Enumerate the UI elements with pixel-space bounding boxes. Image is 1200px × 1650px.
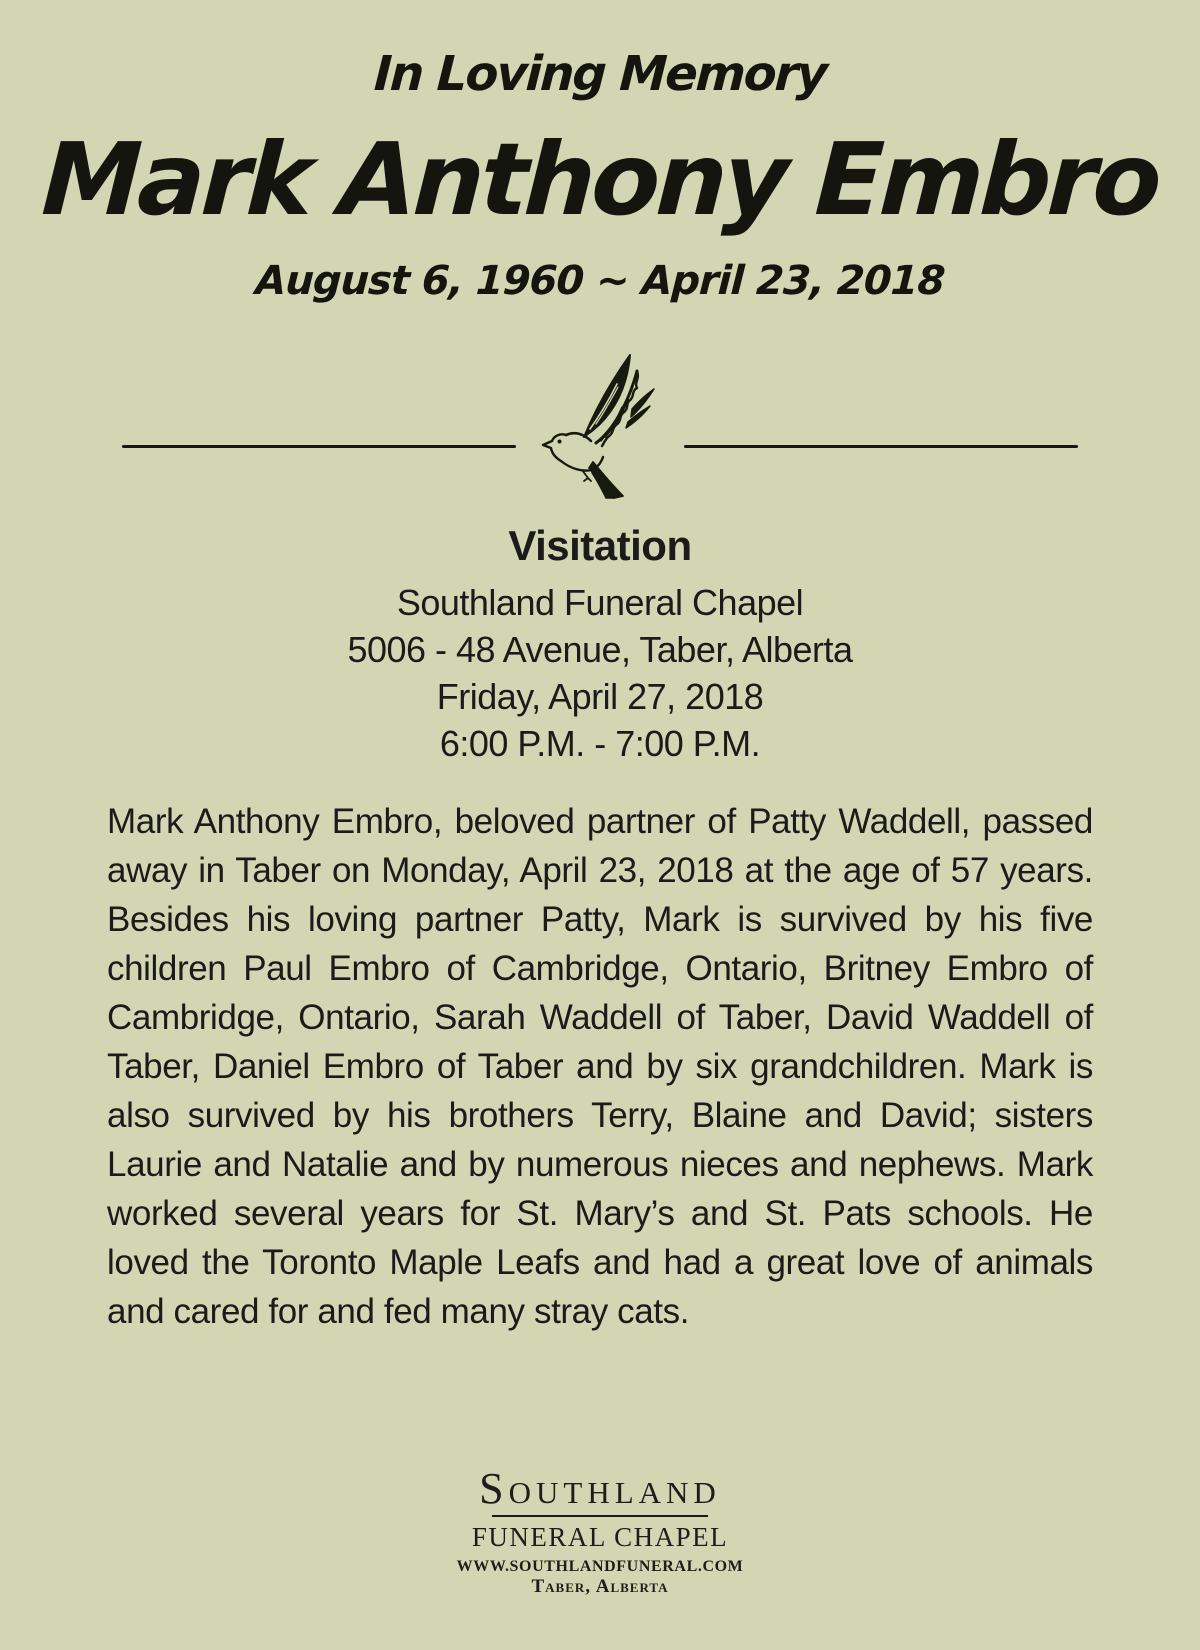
funeral-home-logo bbox=[0, 1463, 1200, 1650]
divider-line-left bbox=[122, 445, 516, 448]
visitation-title: Visitation bbox=[508, 521, 692, 569]
visitation-time: 6:00 P.M. - 7:00 P.M. bbox=[439, 722, 761, 764]
deceased-name: Mark Anthony Embro bbox=[39, 120, 1161, 238]
logo-subtitle: FUNERAL CHAPEL bbox=[471, 1522, 729, 1553]
visitation-date: Friday, April 27, 2018 bbox=[436, 675, 764, 717]
logo-website: WWW.SOUTHLANDFUNERAL.COM bbox=[456, 1557, 744, 1575]
divider bbox=[0, 348, 1200, 500]
logo-name: Southland bbox=[479, 1463, 721, 1513]
masthead bbox=[0, 0, 1200, 304]
logo-rule bbox=[492, 1515, 708, 1518]
visitation-section bbox=[0, 522, 1200, 767]
logo-location: Taber, Alberta bbox=[531, 1576, 669, 1598]
divider-line-right bbox=[684, 445, 1078, 448]
visitation-venue: Southland Funeral Chapel bbox=[396, 581, 804, 623]
in-loving-memory-heading: In Loving Memory bbox=[372, 46, 828, 102]
life-dates: August 6, 1960 ~ April 23, 2018 bbox=[254, 257, 946, 304]
obituary-text: Mark Anthony Embro, beloved partner of Patty Waddell, passed away in Taber on Monday, April 23, 2018 at the age of 57 years. Besides his loving partner Patty, Mark is survived by his five children Paul Embro of Cambridge, Ontario, Britney Embro of Cambridge, Ontario, Sarah Waddell of Taber, David Waddell of Taber, Daniel Embro of Taber and by six grandchildren. Mark is also survived by his brothers Terry, Blaine and David; sisters Laurie and Natalie and by numerous nieces and nephews. Mark worked several years for St. Mary’s and St. Pats schools. He loved the Toronto Maple Leafs and had a great love of animals and cared for and fed many stray cats. bbox=[107, 801, 1093, 1331]
dove-icon bbox=[538, 348, 666, 500]
visitation-address: 5006 - 48 Avenue, Taber, Alberta bbox=[347, 628, 853, 670]
